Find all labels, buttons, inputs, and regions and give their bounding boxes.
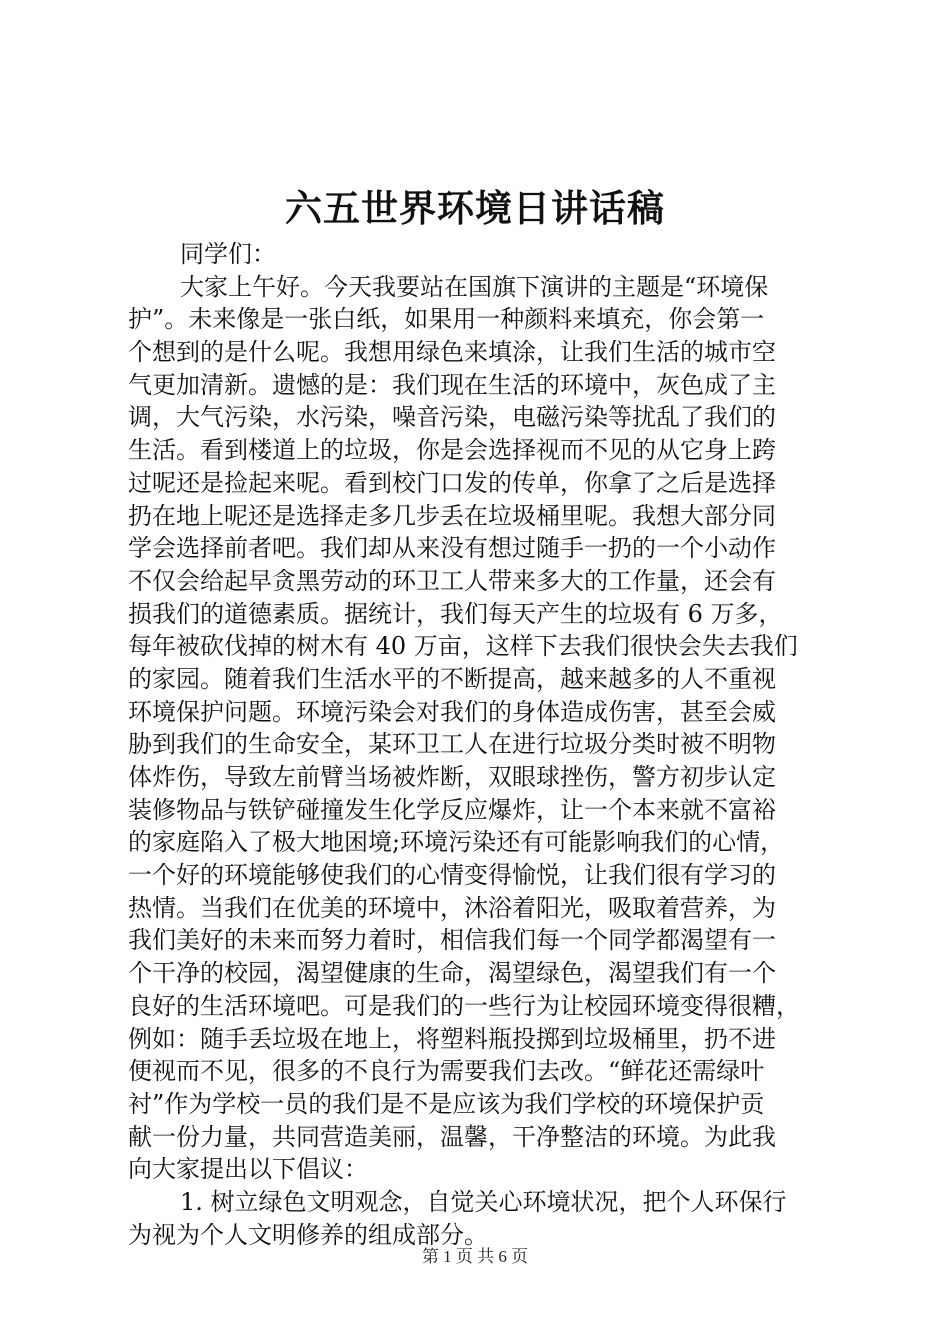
text-line: 大家上午好。今天我要站在国旗下演讲的主题是“环境保 [180,272,769,301]
text-line: 向大家提出以下倡议： [128,1155,368,1184]
document-title: 六五世界环境日讲话稿 [285,186,665,230]
text-line: 献一份力量，共同营造美丽，温馨，干净整洁的环境。为此我 [128,1122,776,1151]
text-line: 同学们： [180,240,276,268]
page-footer: 第 1 页 共 6 页 [421,1247,529,1266]
text-line: 个干净的校园，渴望健康的生命，渴望绿色，渴望我们有一个 [128,959,776,988]
text-line: 个想到的是什么呢。我想用绿色来填涂，让我们生活的城市空 [128,338,776,367]
text-line: 的家园。随着我们生活水平的不断提高，越来越多的人不重视 [128,664,776,693]
text-line: 热情。当我们在优美的环境中，沐浴着阳光，吸取着营养，为 [128,893,776,922]
text-line: 每年被砍伐掉的树木有 40 万亩，这样下去我们很快会失去我们 [128,632,798,661]
text-line: 的家庭陷入了极大地困境;环境污染还有可能影响我们的心情， [128,828,785,857]
text-line: 便视而不见，很多的不良行为需要我们去改。“鲜花还需绿叶 [128,1057,765,1086]
text-line: 良好的生活环境吧。可是我们的一些行为让校园环境变得很糟， [128,991,800,1020]
text-line: 生活。看到楼道上的垃圾，你是会选择视而不见的从它身上跨 [128,436,776,465]
text-line: 护”。未来像是一张白纸，如果用一种颜料来填充，你会第一 [128,305,765,334]
text-line: 损我们的道德素质。据统计，我们每天产生的垃圾有 6 万多， [128,599,783,628]
text-line: 为视为个人文明修养的组成部分。 [128,1220,488,1249]
text-line: 体炸伤，导致左前臂当场被炸断，双眼球挫伤，警方初步认定 [128,763,776,791]
text-line: 学会选择前者吧。我们却从来没有想过随手一扔的一个小动作 [128,534,776,563]
text-line: 气更加清新。遗憾的是：我们现在生活的环境中，灰色成了主 [128,370,776,399]
text-line: 调，大气污染，水污染，噪音污染，电磁污染等扰乱了我们的 [128,403,776,432]
text-line: 不仅会给起早贪黑劳动的环卫工人带来多大的工作量，还会有 [128,566,776,595]
text-line: 1. 树立绿色文明观念，自觉关心环境状况，把个人环保行 [180,1187,787,1216]
text-line: 环境保护问题。环境污染会对我们的身体造成伤害，甚至会威 [128,697,776,726]
text-line: 扔在地上呢还是选择走多几步丢在垃圾桶里呢。我想大部分同 [128,501,776,530]
text-line: 胁到我们的生命安全，某环卫工人在进行垃圾分类时被不明物 [128,730,776,759]
text-line: 例如：随手丢垃圾在地上，将塑料瓶投掷到垃圾桶里，扔不进 [128,1024,776,1053]
text-line: 装修物品与铁铲碰撞发生化学反应爆炸，让一个本来就不富裕 [128,795,776,824]
document-body [128,238,828,1251]
text-line: 过呢还是捡起来呢。看到校门口发的传单，你拿了之后是选择 [128,468,776,497]
text-line: 一个好的环境能够使我们的心情变得愉悦，让我们很有学习的 [128,861,776,890]
text-line: 衬”作为学校一员的我们是不是应该为我们学校的环境保护贡 [128,1089,765,1118]
text-line: 我们美好的未来而努力着时，相信我们每一个同学都渴望有一 [128,926,776,955]
